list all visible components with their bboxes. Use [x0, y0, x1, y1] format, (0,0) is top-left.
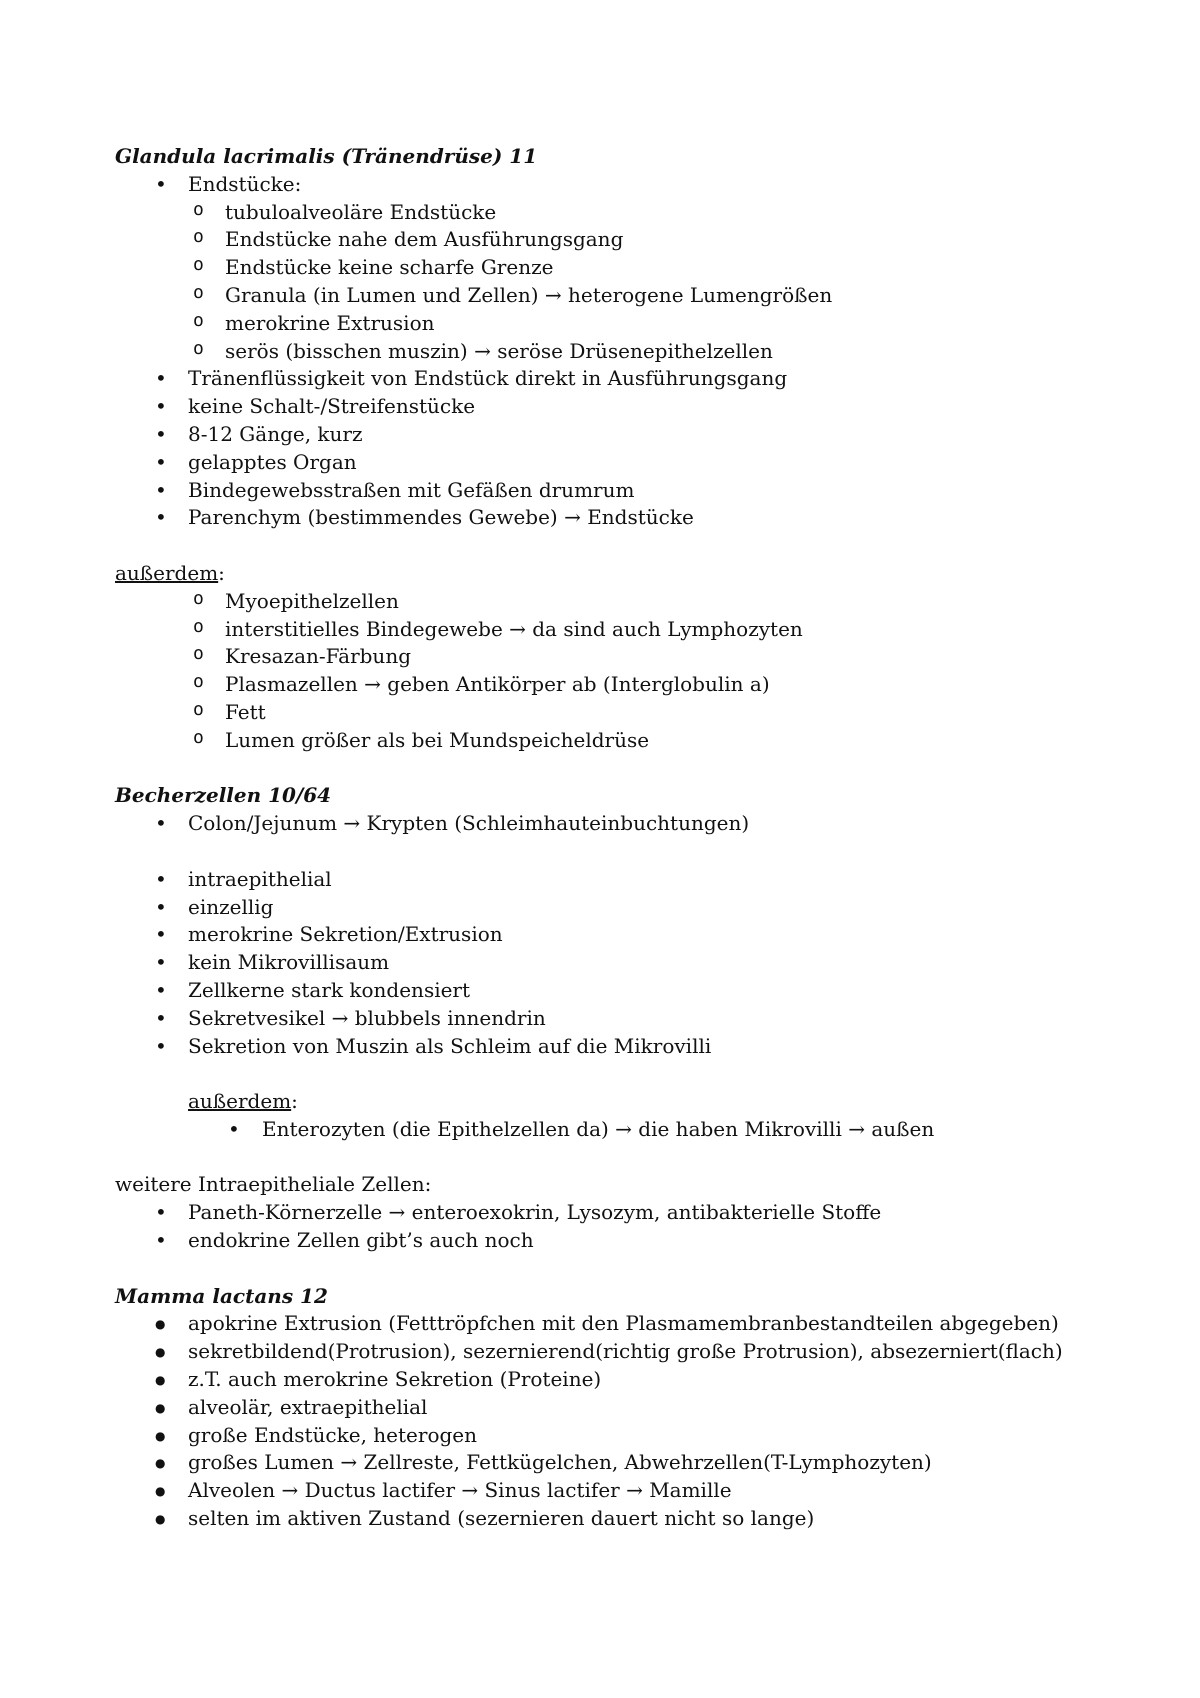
- weitere-list: [115, 1199, 1115, 1255]
- endstuecke-sublist: [115, 199, 1115, 366]
- list-item: • Tränenflüssigkeit von Endstück direkt in Ausführungsgang: [115, 365, 1115, 393]
- sub-list-item: o tubuloalveoläre Endstücke: [115, 199, 1115, 227]
- weitere-heading: weitere Intraepitheliale Zellen:: [115, 1172, 432, 1197]
- spacer: [115, 838, 1115, 866]
- list-item: • Sekretion von Muszin als Schleim auf die Mikrovilli: [115, 1033, 1115, 1061]
- mamma-list: [115, 1310, 1115, 1532]
- spacer: [115, 755, 1115, 783]
- sub-list-item: o Endstücke nahe dem Ausführungsgang: [115, 226, 1115, 254]
- list-item: • Bindegewebsstraßen mit Gefäßen drumrum: [115, 477, 1115, 505]
- list-item: • Zellkerne stark kondensiert: [115, 977, 1115, 1005]
- becherzellen-list: [115, 866, 1115, 1061]
- sub-list-item: o serös (bisschen muszin) → seröse Drüsenepithelzellen: [115, 338, 1115, 366]
- list-item: • gelapptes Organ: [115, 449, 1115, 477]
- becherzellen-ausserdem-list: [115, 1116, 1115, 1144]
- section-title-mamma: Mamma lactans 12: [115, 1283, 328, 1308]
- spacer: [115, 1060, 1115, 1088]
- endstuecke-label: • Endstücke:: [115, 171, 1115, 199]
- list-item: • Enterozyten (die Epithelzellen da) → die haben Mikrovilli → außen: [115, 1116, 1115, 1144]
- list-item: ● große Endstücke, heterogen: [115, 1422, 1115, 1450]
- ausserdem-list: [115, 588, 1115, 755]
- list-item: ● alveolär, extraepithelial: [115, 1394, 1115, 1422]
- sub-list-item: o Lumen größer als bei Mundspeicheldrüse: [115, 727, 1115, 755]
- sub-list-item: o merokrine Extrusion: [115, 310, 1115, 338]
- sub-list-item: o Granula (in Lumen und Zellen) → heterogene Lumengrößen: [115, 282, 1115, 310]
- spacer: [115, 1255, 1115, 1283]
- list-item: • Parenchym (bestimmendes Gewebe) → Endstücke: [115, 504, 1115, 532]
- list-item: ● sekretbildend(Protrusion), sezernierend(richtig große Protrusion), absezerniert(flach): [115, 1338, 1115, 1366]
- list-item: • Colon/Jejunum → Krypten (Schleimhauteinbuchtungen): [115, 810, 1115, 838]
- list-item: • keine Schalt-/Streifenstücke: [115, 393, 1115, 421]
- ausserdem-colon: :: [291, 1089, 298, 1114]
- list-item: • merokrine Sekretion/Extrusion: [115, 921, 1115, 949]
- becherzellen-first-list: [115, 810, 1115, 838]
- sub-list-item: o Endstücke keine scharfe Grenze: [115, 254, 1115, 282]
- list-item: [115, 171, 1115, 366]
- list-item: • Sekretvesikel → blubbels innendrin: [115, 1005, 1115, 1033]
- section-title-becherzellen: Becherzellen 10/64: [115, 783, 332, 808]
- list-item: ● z.T. auch merokrine Sekretion (Proteine): [115, 1366, 1115, 1394]
- ausserdem-heading: [115, 560, 1115, 588]
- document-body: [115, 143, 1115, 1533]
- list-item: ● Alveolen → Ductus lactifer → Sinus lactifer → Mamille: [115, 1477, 1115, 1505]
- section-title-glandula: Glandula lacrimalis (Tränendrüse) 11: [115, 144, 538, 168]
- sub-list-item: o Kresazan-Färbung: [115, 643, 1115, 671]
- list-item: • intraepithelial: [115, 866, 1115, 894]
- sub-list-item: o Plasmazellen → geben Antikörper ab (Interglobulin a): [115, 671, 1115, 699]
- glandula-list: [115, 171, 1115, 532]
- list-item: • kein Mikrovillisaum: [115, 949, 1115, 977]
- sub-list-item: o Fett: [115, 699, 1115, 727]
- ausserdem-colon: :: [218, 560, 225, 585]
- sub-list-item: o Myoepithelzellen: [115, 588, 1115, 616]
- becherzellen-ausserdem-heading: [115, 1088, 1115, 1116]
- list-item: ● selten im aktiven Zustand (sezernieren dauert nicht so lange): [115, 1505, 1115, 1533]
- sub-list-item: o interstitielles Bindegewebe → da sind auch Lymphozyten: [115, 616, 1115, 644]
- list-item: • endokrine Zellen gibt’s auch noch: [115, 1227, 1115, 1255]
- spacer: [115, 1144, 1115, 1172]
- ausserdem-label: außerdem: [188, 1089, 292, 1114]
- list-item: • 8-12 Gänge, kurz: [115, 421, 1115, 449]
- list-item: ● apokrine Extrusion (Fetttröpfchen mit den Plasmamembranbestandteilen abgegeben): [115, 1310, 1115, 1338]
- list-item: ● großes Lumen → Zellreste, Fettkügelchen, Abwehrzellen(T-Lymphozyten): [115, 1449, 1115, 1477]
- spacer: [115, 532, 1115, 560]
- ausserdem-label: außerdem: [115, 560, 219, 585]
- list-item: • Paneth-Körnerzelle → enteroexokrin, Lysozym, antibakterielle Stoffe: [115, 1199, 1115, 1227]
- list-item: • einzellig: [115, 894, 1115, 922]
